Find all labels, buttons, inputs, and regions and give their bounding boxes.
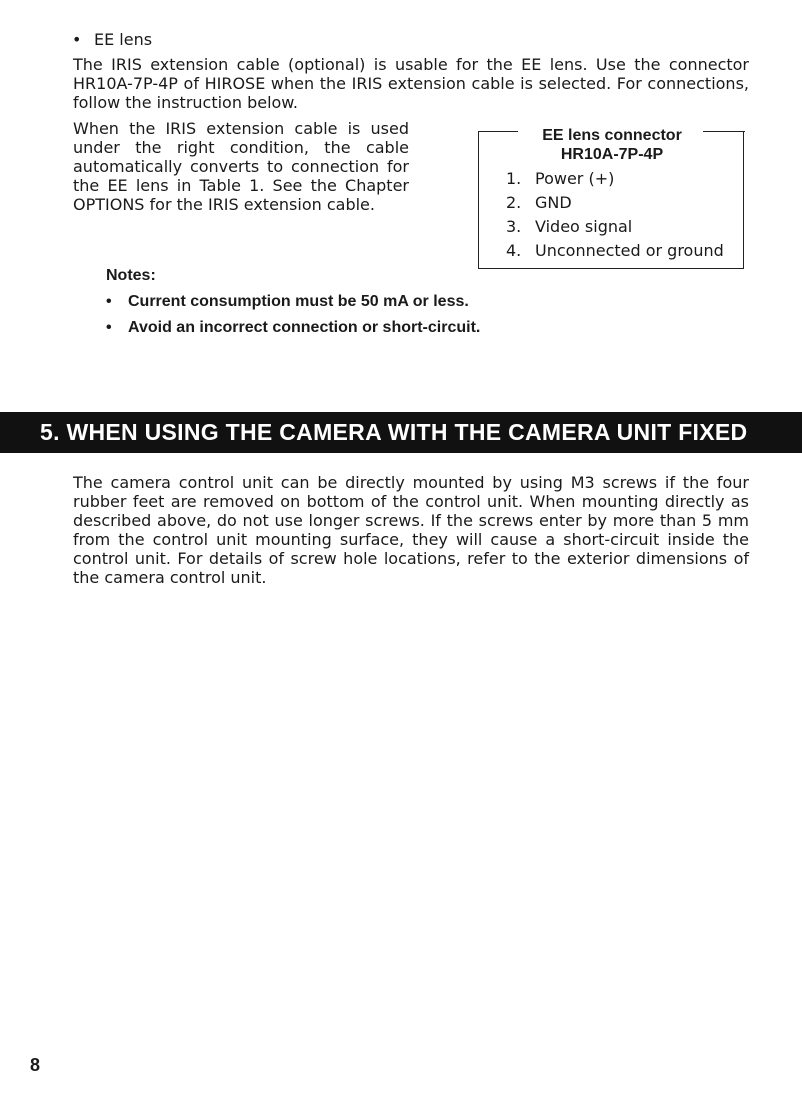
mounting-paragraph: The camera control unit can be directly mounted by using M3 screws if the four rubber feet are removed on bottom of the control unit. When mounting directly as described above, do not use longer screws. If the screws enter by more than 5 mm from the control unit mounting surface, they will cause a short-circuit inside the control unit. For details of screw hole locations, refer to the exterior dimensions of the camera control unit.: [73, 473, 749, 587]
connector-title-line2: HR10A-7P-4P: [560, 146, 664, 163]
pin-item: [506, 215, 724, 239]
box-border-top-left: [478, 131, 518, 132]
pin-item: [506, 167, 724, 191]
pin-number: 3.: [506, 217, 522, 236]
note-text: Current consumption must be 50 mA or less.: [128, 293, 469, 310]
pin-number: 4.: [506, 241, 522, 260]
pin-label: Unconnected or ground: [535, 241, 724, 260]
note-bullet: •: [106, 293, 112, 310]
note-text: Avoid an incorrect connection or short-circuit.: [128, 319, 481, 336]
note-item: [106, 318, 480, 337]
ee-lens-label: EE lens: [94, 30, 153, 49]
pin-item: [506, 191, 724, 215]
connector-box-title: [522, 126, 702, 164]
connector-title-line1: EE lens connector: [542, 127, 682, 144]
pin-item: [506, 239, 724, 263]
pin-label: GND: [535, 193, 572, 212]
box-border-top-right: [703, 131, 745, 132]
note-item: [106, 292, 469, 311]
notes-heading: Notes:: [106, 267, 156, 284]
pin-number: 1.: [506, 169, 522, 188]
iris-cable-paragraph: The IRIS extension cable (optional) is usable for the EE lens. Use the connector HR10A-7P-4P of HIROSE when the IRIS extension cable is selected. For connections, follow the instruction below.: [73, 55, 749, 112]
connector-pin-list: [506, 167, 724, 263]
ee-lens-bullet: [72, 30, 152, 49]
pin-number: 2.: [506, 193, 522, 212]
pin-label: Power (+): [535, 169, 615, 188]
pin-label: Video signal: [535, 217, 633, 236]
section-heading-banner: 5. WHEN USING THE CAMERA WITH THE CAMERA UNIT FIXED: [0, 412, 802, 453]
bullet-dot: •: [72, 30, 82, 49]
page-number: 8: [30, 1055, 41, 1075]
iris-conversion-paragraph: When the IRIS extension cable is used under the right condition, the cable automatically converts to connection for the EE lens in Table 1. See the Chapter OPTIONS for the IRIS extension cable.: [73, 119, 409, 214]
note-bullet: •: [106, 319, 112, 336]
